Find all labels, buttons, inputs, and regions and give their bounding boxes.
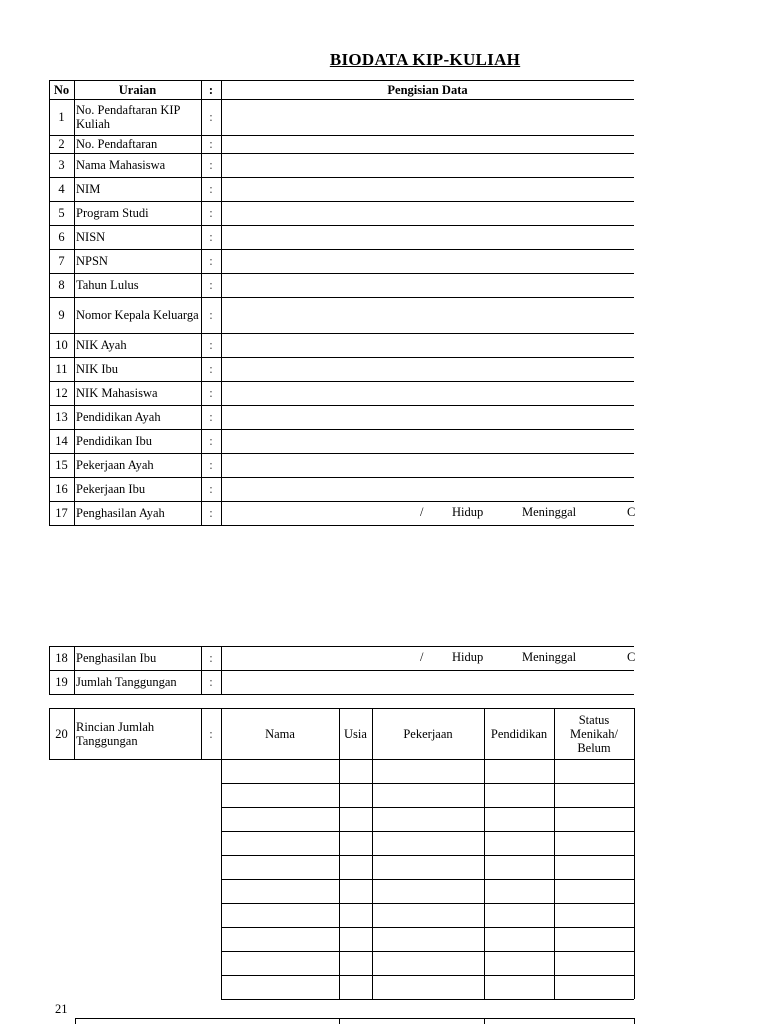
dependent-input-cell[interactable] (339, 855, 372, 879)
document-title: BIODATA KIP-KULIAH (329, 50, 521, 69)
row-number: 4 (58, 182, 65, 196)
dependent-input-cell[interactable] (484, 879, 554, 903)
dependent-input-cell[interactable] (554, 807, 634, 831)
row-colon: : (209, 651, 213, 665)
row-number: 7 (58, 254, 65, 268)
row-label: Jumlah Tanggungan (76, 675, 177, 689)
row-number: 5 (58, 206, 65, 220)
row-colon: : (209, 278, 213, 292)
row-input-field[interactable] (223, 249, 632, 273)
row-label: No. Pendaftaran KIP Kuliah (76, 103, 181, 131)
dependent-input-cell[interactable] (554, 759, 634, 783)
header-uraian: Uraian (118, 82, 157, 97)
dependent-input-cell[interactable] (339, 951, 372, 975)
row-number: 17 (55, 506, 68, 520)
row-number: 13 (55, 410, 68, 424)
table-rule (74, 80, 75, 525)
row-colon: : (209, 308, 213, 322)
dependent-input-cell[interactable] (484, 855, 554, 879)
table-rule (49, 525, 634, 526)
table-rule (221, 646, 222, 694)
row-label: NISN (76, 230, 106, 244)
slash-text: / (420, 650, 424, 664)
table-rule (49, 708, 50, 759)
row-colon: : (209, 158, 213, 172)
row-input-field[interactable] (223, 333, 632, 357)
dependent-input-cell[interactable] (221, 951, 339, 975)
row-input-field[interactable] (223, 297, 632, 333)
dependent-input-cell[interactable] (484, 951, 554, 975)
meninggal-option: Meninggal (522, 505, 577, 519)
row-label: Rincian Jumlah Tanggungan (76, 719, 155, 748)
dependent-input-cell[interactable] (554, 855, 634, 879)
row-colon: : (209, 410, 213, 424)
dependent-input-cell[interactable] (339, 759, 372, 783)
dependent-input-cell[interactable] (372, 903, 484, 927)
row-colon: : (209, 482, 213, 496)
dependent-input-cell[interactable] (339, 807, 372, 831)
dependents-column-header: Nama (265, 726, 295, 741)
row-input-field[interactable] (223, 405, 632, 429)
dependent-input-cell[interactable] (484, 807, 554, 831)
hidup-option: Hidup (452, 505, 484, 519)
dependent-input-cell[interactable] (554, 879, 634, 903)
row-number: 12 (55, 386, 68, 400)
table-rule (339, 1018, 340, 1024)
row-input-field[interactable] (223, 357, 632, 381)
row-colon: : (209, 230, 213, 244)
table-rule (634, 708, 635, 999)
row-label: NPSN (76, 254, 108, 268)
table-rule (221, 80, 222, 525)
row-number: 3 (58, 158, 65, 172)
row-label: Nama Mahasiswa (76, 158, 166, 172)
row-colon: : (209, 726, 213, 741)
row-number: 6 (58, 230, 65, 244)
dependent-input-cell[interactable] (339, 903, 372, 927)
row-label: Program Studi (76, 206, 149, 220)
row-input-field[interactable] (223, 225, 632, 249)
dependent-input-cell[interactable] (372, 759, 484, 783)
row-colon: : (209, 206, 213, 220)
dependents-column-header: Status Menikah/ Belum (570, 712, 618, 755)
row-number: 15 (55, 458, 68, 472)
table-rule (49, 694, 634, 695)
row-input-field[interactable] (223, 381, 632, 405)
row-number: 21 (55, 1002, 68, 1016)
dependent-input-cell[interactable] (554, 903, 634, 927)
row-label: Penghasilan Ayah (76, 506, 165, 520)
truncated-text: C (627, 650, 636, 664)
dependent-input-cell[interactable] (221, 975, 339, 999)
row-label: NIM (76, 182, 101, 196)
dependent-input-cell[interactable] (484, 831, 554, 855)
dependent-input-cell[interactable] (221, 831, 339, 855)
dependent-input-cell[interactable] (372, 807, 484, 831)
row-label: NIK Mahasiswa (76, 386, 158, 400)
dependent-input-cell[interactable] (372, 927, 484, 951)
row-number: 18 (55, 651, 68, 665)
dependent-input-cell[interactable] (372, 783, 484, 807)
table-rule (221, 999, 634, 1000)
row-input-field[interactable] (223, 201, 632, 225)
dependent-input-cell[interactable] (484, 759, 554, 783)
row-input-field[interactable] (223, 453, 632, 477)
row-input-field[interactable] (223, 429, 632, 453)
dependent-input-cell[interactable] (484, 903, 554, 927)
row-label: Pekerjaan Ayah (76, 458, 154, 472)
meninggal-option: Meninggal (522, 650, 577, 664)
table-rule (75, 1018, 634, 1019)
dependent-input-cell[interactable] (554, 831, 634, 855)
table-rule (74, 708, 75, 759)
row-input-field[interactable] (223, 99, 632, 135)
row-colon: : (209, 182, 213, 196)
table-rule (201, 708, 202, 759)
row-number: 1 (58, 110, 65, 124)
row-colon: : (209, 675, 213, 689)
header-pengisian-data: Pengisian Data (387, 82, 468, 97)
dependent-input-cell[interactable] (221, 855, 339, 879)
dependent-input-cell[interactable] (554, 975, 634, 999)
row-label: NIK Ibu (76, 362, 119, 376)
row-colon: : (209, 362, 213, 376)
row-number: 8 (58, 278, 65, 292)
row-label: No. Pendaftaran (76, 137, 158, 151)
slash-text: / (420, 505, 424, 519)
row-label: Pendidikan Ayah (76, 410, 161, 424)
row-colon: : (209, 506, 213, 520)
dependent-input-cell[interactable] (554, 783, 634, 807)
truncated-text: C (627, 505, 636, 519)
dependent-input-cell[interactable] (221, 927, 339, 951)
dependent-input-cell[interactable] (221, 903, 339, 927)
dependents-column-header: Pendidikan (490, 726, 548, 741)
row-number: 10 (55, 338, 68, 352)
header-separator: : (208, 82, 214, 97)
dependent-input-cell[interactable] (372, 831, 484, 855)
header-no: No (53, 82, 70, 97)
row-label: Pendidikan Ibu (76, 434, 153, 448)
table-rule (484, 1018, 485, 1024)
row-label: Nomor Kepala Keluarga (76, 308, 199, 322)
row-input-field[interactable] (223, 273, 632, 297)
row-number: 14 (55, 434, 68, 448)
row-label: NIK Ayah (76, 338, 127, 352)
table-rule (201, 646, 202, 694)
table-rule (74, 646, 75, 694)
table-rule (201, 80, 202, 525)
row-number: 11 (55, 362, 68, 376)
row-number: 20 (55, 726, 68, 741)
table-rule (49, 80, 50, 525)
dependents-column-header: Pekerjaan (403, 726, 453, 741)
dependent-input-cell[interactable] (554, 951, 634, 975)
table-rule (634, 1018, 635, 1024)
dependent-input-cell[interactable] (221, 807, 339, 831)
row-colon: : (209, 254, 213, 268)
row-colon: : (209, 137, 213, 151)
row-colon: : (209, 110, 213, 124)
dependent-input-cell[interactable] (339, 831, 372, 855)
hidup-option: Hidup (452, 650, 484, 664)
dependent-input-cell[interactable] (372, 855, 484, 879)
dependent-input-cell[interactable] (372, 975, 484, 999)
row-label: Pekerjaan Ibu (76, 482, 146, 496)
dependent-input-cell[interactable] (221, 783, 339, 807)
row-input-field[interactable] (223, 670, 632, 694)
row-number: 19 (55, 675, 68, 689)
dependent-input-cell[interactable] (339, 783, 372, 807)
row-label: Tahun Lulus (76, 278, 139, 292)
dependents-column-header: Usia (344, 726, 367, 741)
dependent-input-cell[interactable] (484, 975, 554, 999)
row-number: 9 (58, 308, 65, 322)
dependent-input-cell[interactable] (372, 879, 484, 903)
table-rule (75, 1018, 76, 1024)
dependent-input-cell[interactable] (339, 975, 372, 999)
dependent-input-cell[interactable] (339, 879, 372, 903)
dependent-input-cell[interactable] (372, 951, 484, 975)
dependent-input-cell[interactable] (554, 927, 634, 951)
row-colon: : (209, 386, 213, 400)
table-rule (49, 646, 50, 694)
row-colon: : (209, 338, 213, 352)
row-colon: : (209, 434, 213, 448)
row-input-field[interactable] (223, 153, 632, 177)
row-label: Penghasilan Ibu (76, 651, 157, 665)
dependent-input-cell[interactable] (484, 783, 554, 807)
row-number: 2 (58, 137, 65, 151)
dependent-input-cell[interactable] (339, 927, 372, 951)
row-colon: : (209, 458, 213, 472)
row-number: 16 (55, 482, 68, 496)
dependent-input-cell[interactable] (221, 879, 339, 903)
row-input-field[interactable] (223, 135, 632, 153)
row-input-field[interactable] (223, 177, 632, 201)
dependent-input-cell[interactable] (484, 927, 554, 951)
row-input-field[interactable] (223, 477, 632, 501)
dependent-input-cell[interactable] (221, 759, 339, 783)
